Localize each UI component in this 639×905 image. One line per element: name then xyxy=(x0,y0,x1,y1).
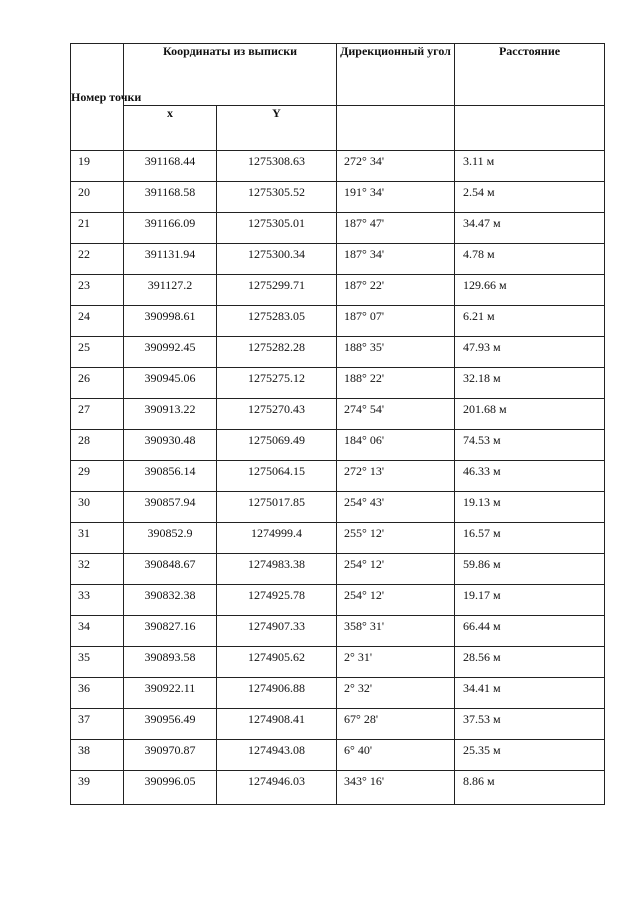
distance-cell: 66.44 м xyxy=(455,616,605,647)
y-coordinate-cell: 1275270.43 xyxy=(217,399,337,430)
y-coordinate-cell: 1275282.28 xyxy=(217,337,337,368)
point-number-cell: 35 xyxy=(71,647,124,678)
x-coordinate-cell: 391168.58 xyxy=(124,182,217,213)
table-row xyxy=(71,678,605,709)
x-coordinate-cell: 390998.61 xyxy=(124,306,217,337)
table-row xyxy=(71,616,605,647)
x-coordinate-cell: 390956.49 xyxy=(124,709,217,740)
x-coordinate-cell: 390852.9 xyxy=(124,523,217,554)
table-row xyxy=(71,368,605,399)
x-coordinate-cell: 391131.94 xyxy=(124,244,217,275)
direction-angle-cell: 187° 47' xyxy=(337,213,455,244)
distance-cell: 129.66 м xyxy=(455,275,605,306)
point-number-cell: 26 xyxy=(71,368,124,399)
point-number-cell: 37 xyxy=(71,709,124,740)
y-coordinate-cell: 1275300.34 xyxy=(217,244,337,275)
direction-angle-cell: 254° 43' xyxy=(337,492,455,523)
direction-angle-cell: 254° 12' xyxy=(337,585,455,616)
y-coordinate-cell: 1274943.08 xyxy=(217,740,337,771)
table-row xyxy=(71,337,605,368)
distance-cell: 4.78 м xyxy=(455,244,605,275)
table-row xyxy=(71,709,605,740)
distance-cell: 2.54 м xyxy=(455,182,605,213)
point-number-cell: 20 xyxy=(71,182,124,213)
y-coordinate-cell: 1275308.63 xyxy=(217,151,337,182)
x-coordinate-cell: 390857.94 xyxy=(124,492,217,523)
point-number-cell: 31 xyxy=(71,523,124,554)
distance-cell: 3.11 м xyxy=(455,151,605,182)
header-coordinates: Координаты из выписки xyxy=(124,44,337,106)
table-row xyxy=(71,244,605,275)
distance-cell: 19.13 м xyxy=(455,492,605,523)
direction-angle-cell: 2° 32' xyxy=(337,678,455,709)
direction-angle-cell: 272° 34' xyxy=(337,151,455,182)
distance-cell: 74.53 м xyxy=(455,430,605,461)
distance-cell: 59.86 м xyxy=(455,554,605,585)
y-coordinate-cell: 1274925.78 xyxy=(217,585,337,616)
coordinates-table xyxy=(70,43,605,805)
y-coordinate-cell: 1274907.33 xyxy=(217,616,337,647)
header-direction-angle: Дирекционный угол xyxy=(337,44,455,106)
distance-cell: 46.33 м xyxy=(455,461,605,492)
x-coordinate-cell: 390992.45 xyxy=(124,337,217,368)
x-coordinate-cell: 390832.38 xyxy=(124,585,217,616)
table-row xyxy=(71,647,605,678)
y-coordinate-cell: 1274983.38 xyxy=(217,554,337,585)
table-row xyxy=(71,554,605,585)
direction-angle-cell: 191° 34' xyxy=(337,182,455,213)
direction-angle-cell: 184° 06' xyxy=(337,430,455,461)
direction-angle-cell: 255° 12' xyxy=(337,523,455,554)
direction-angle-cell: 274° 54' xyxy=(337,399,455,430)
point-number-cell: 30 xyxy=(71,492,124,523)
header-angle-subcell xyxy=(337,106,455,151)
table-row xyxy=(71,399,605,430)
header-distance: Расстояние xyxy=(455,44,605,106)
point-number-cell: 39 xyxy=(71,771,124,805)
y-coordinate-cell: 1275305.52 xyxy=(217,182,337,213)
direction-angle-cell: 187° 22' xyxy=(337,275,455,306)
direction-angle-cell: 272° 13' xyxy=(337,461,455,492)
x-coordinate-cell: 390848.67 xyxy=(124,554,217,585)
y-coordinate-cell: 1274999.4 xyxy=(217,523,337,554)
header-point-number: Номер точки xyxy=(71,44,124,151)
y-coordinate-cell: 1275299.71 xyxy=(217,275,337,306)
direction-angle-cell: 187° 07' xyxy=(337,306,455,337)
direction-angle-cell: 254° 12' xyxy=(337,554,455,585)
x-coordinate-cell: 391168.44 xyxy=(124,151,217,182)
direction-angle-cell: 6° 40' xyxy=(337,740,455,771)
distance-cell: 37.53 м xyxy=(455,709,605,740)
point-number-cell: 32 xyxy=(71,554,124,585)
distance-cell: 201.68 м xyxy=(455,399,605,430)
point-number-cell: 25 xyxy=(71,337,124,368)
distance-cell: 19.17 м xyxy=(455,585,605,616)
point-number-cell: 23 xyxy=(71,275,124,306)
direction-angle-cell: 343° 16' xyxy=(337,771,455,805)
y-coordinate-cell: 1275064.15 xyxy=(217,461,337,492)
y-coordinate-cell: 1274946.03 xyxy=(217,771,337,805)
header-x: x xyxy=(124,106,217,151)
direction-angle-cell: 188° 22' xyxy=(337,368,455,399)
y-coordinate-cell: 1275305.01 xyxy=(217,213,337,244)
table-row xyxy=(71,151,605,182)
point-number-cell: 22 xyxy=(71,244,124,275)
direction-angle-cell: 188° 35' xyxy=(337,337,455,368)
point-number-cell: 29 xyxy=(71,461,124,492)
table-body xyxy=(71,151,605,805)
point-number-cell: 24 xyxy=(71,306,124,337)
x-coordinate-cell: 390930.48 xyxy=(124,430,217,461)
x-coordinate-cell: 390893.58 xyxy=(124,647,217,678)
x-coordinate-cell: 391166.09 xyxy=(124,213,217,244)
point-number-cell: 21 xyxy=(71,213,124,244)
point-number-cell: 33 xyxy=(71,585,124,616)
y-coordinate-cell: 1274908.41 xyxy=(217,709,337,740)
point-number-cell: 34 xyxy=(71,616,124,647)
y-coordinate-cell: 1274906.88 xyxy=(217,678,337,709)
direction-angle-cell: 67° 28' xyxy=(337,709,455,740)
x-coordinate-cell: 390970.87 xyxy=(124,740,217,771)
distance-cell: 32.18 м xyxy=(455,368,605,399)
header-distance-subcell xyxy=(455,106,605,151)
table-row xyxy=(71,306,605,337)
direction-angle-cell: 358° 31' xyxy=(337,616,455,647)
point-number-cell: 28 xyxy=(71,430,124,461)
distance-cell: 16.57 м xyxy=(455,523,605,554)
distance-cell: 34.41 м xyxy=(455,678,605,709)
table-row xyxy=(71,492,605,523)
header-y: Y xyxy=(217,106,337,151)
y-coordinate-cell: 1275275.12 xyxy=(217,368,337,399)
y-coordinate-cell: 1275069.49 xyxy=(217,430,337,461)
table-row xyxy=(71,430,605,461)
x-coordinate-cell: 390913.22 xyxy=(124,399,217,430)
table-row xyxy=(71,182,605,213)
x-coordinate-cell: 391127.2 xyxy=(124,275,217,306)
direction-angle-cell: 2° 31' xyxy=(337,647,455,678)
distance-cell: 8.86 м xyxy=(455,771,605,805)
table-row xyxy=(71,461,605,492)
distance-cell: 34.47 м xyxy=(455,213,605,244)
x-coordinate-cell: 390922.11 xyxy=(124,678,217,709)
table-row xyxy=(71,771,605,805)
distance-cell: 6.21 м xyxy=(455,306,605,337)
distance-cell: 28.56 м xyxy=(455,647,605,678)
table-row xyxy=(71,740,605,771)
table-row xyxy=(71,275,605,306)
y-coordinate-cell: 1275283.05 xyxy=(217,306,337,337)
x-coordinate-cell: 390996.05 xyxy=(124,771,217,805)
x-coordinate-cell: 390856.14 xyxy=(124,461,217,492)
y-coordinate-cell: 1275017.85 xyxy=(217,492,337,523)
table-header xyxy=(71,44,605,151)
point-number-cell: 19 xyxy=(71,151,124,182)
direction-angle-cell: 187° 34' xyxy=(337,244,455,275)
distance-cell: 47.93 м xyxy=(455,337,605,368)
table-row xyxy=(71,585,605,616)
x-coordinate-cell: 390945.06 xyxy=(124,368,217,399)
x-coordinate-cell: 390827.16 xyxy=(124,616,217,647)
point-number-cell: 38 xyxy=(71,740,124,771)
y-coordinate-cell: 1274905.62 xyxy=(217,647,337,678)
table-row xyxy=(71,213,605,244)
point-number-cell: 27 xyxy=(71,399,124,430)
table-row xyxy=(71,523,605,554)
distance-cell: 25.35 м xyxy=(455,740,605,771)
point-number-cell: 36 xyxy=(71,678,124,709)
